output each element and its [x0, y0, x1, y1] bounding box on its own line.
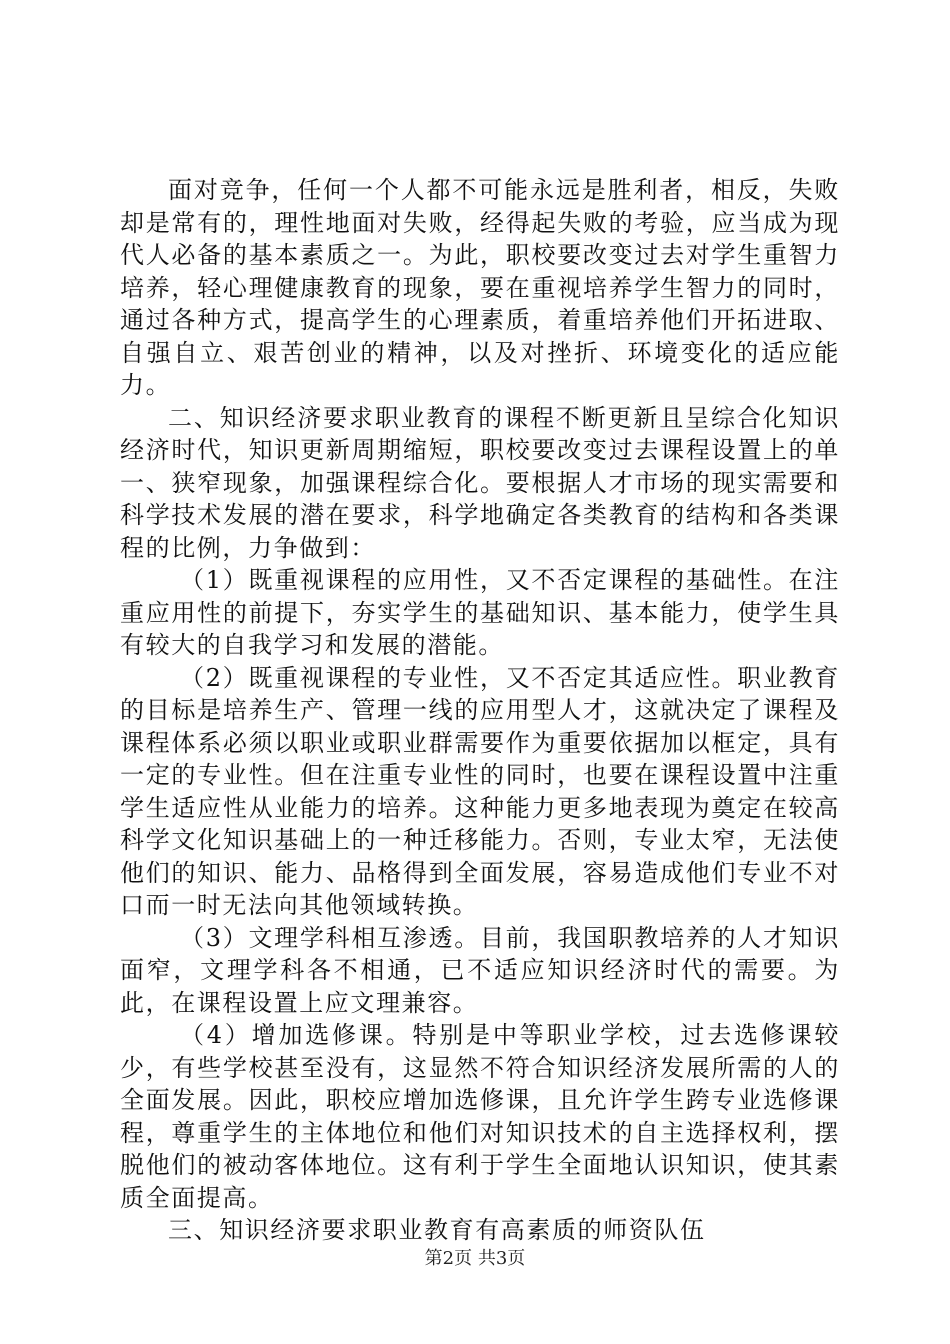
section-heading-curriculum: 二、知识经济要求职业教育的课程不断更新且呈综合化知识经济时代，知识更新周期缩短，职校要改变过去课程设置上的单一、狭窄现象，加强课程综合化。要根据人才市场的现实需要和科学技术发展的潜在要求，科学地确定各类教育的结构和各类课程的比例，力争做到： [120, 403, 840, 562]
list-item-2: （2）既重视课程的专业性，又不否定其适应性。职业教育的目标是培养生产、管理一线的应用型人才，这就决定了课程及课程体系必须以职业或职业群需要作为重要依据加以框定，具有一定的专业性。但在注重专业性的同时，也要在课程设置中注重学生适应性从业能力的培养。这种能力更多地表现为奠定在较高科学文化知识基础上的一种迁移能力。否则，专业太窄，无法使他们的知识、能力、品格得到全面发展，容易造成他们专业不对口而一时无法向其他领域转换。 [120, 663, 840, 919]
page-footer: 第2页 共3页 [424, 1248, 526, 1269]
document-body [120, 174, 840, 1247]
list-item-4: （4）增加选修课。特别是中等职业学校，过去选修课较少，有些学校甚至没有，这显然不符合知识经济发展所需的人的全面发展。因此，职校应增加选修课，且允许学生跨专业选修课程，尊重学生的主体地位和他们对知识技术的自主选择权利，摆脱他们的被动客体地位。这有利于学生全面地认识知识，使其素质全面提高。 [120, 1021, 840, 1212]
section-heading-teachers: 三、知识经济要求职业教育有高素质的师资队伍 [168, 1216, 706, 1244]
list-item-1: （1）既重视课程的应用性，又不否定课程的基础性。在注重应用性的前提下，夯实学生的基础知识、基本能力，使学生具有较大的自我学习和发展的潜能。 [120, 566, 840, 659]
list-item-3: （3）文理学科相互渗透。目前，我国职教培养的人才知识面窄，文理学科各不相通，已不适应知识经济时代的需要。为此，在课程设置上应文理兼容。 [120, 923, 840, 1017]
paragraph-failure-resilience: 面对竞争，任何一个人都不可能永远是胜利者，相反，失败却是常有的，理性地面对失败，经得起失败的考验，应当成为现代人必备的基本素质之一。为此，职校要改变过去对学生重智力培养，轻心理健康教育的现象，要在重视培养学生智力的同时，通过各种方式，提高学生的心理素质，着重培养他们开拓进取、自强自立、艰苦创业的精神，以及对挫折、环境变化的适应能力。 [120, 176, 840, 399]
